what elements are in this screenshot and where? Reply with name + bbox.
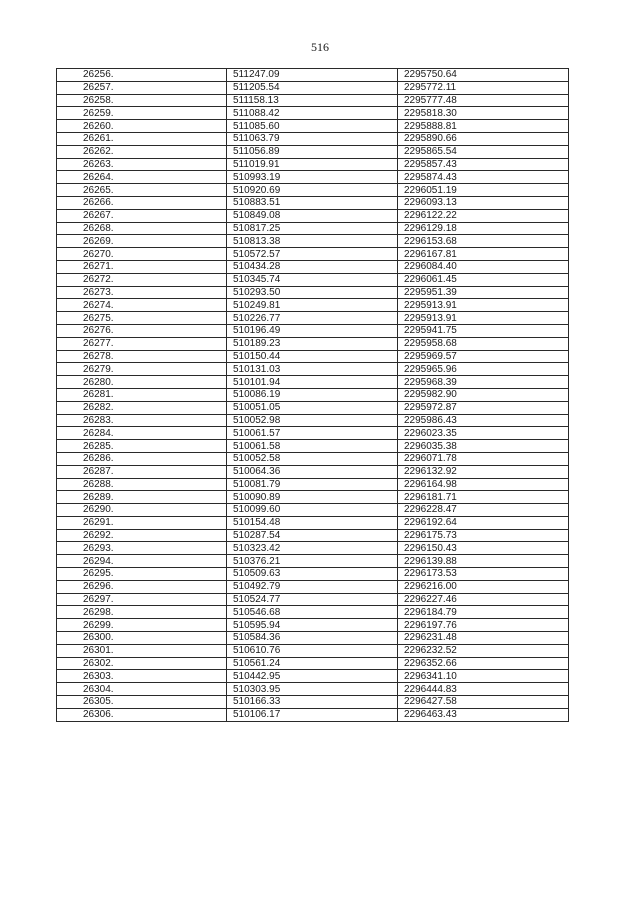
y-coordinate-cell: 2296341.10 <box>398 670 569 683</box>
x-coordinate-cell: 510099.60 <box>227 504 398 517</box>
table-row <box>57 273 569 286</box>
table-row <box>57 120 569 133</box>
y-coordinate-cell: 2295941.75 <box>398 324 569 337</box>
y-coordinate-cell: 2295982.90 <box>398 388 569 401</box>
table-row <box>57 94 569 107</box>
table-row <box>57 222 569 235</box>
x-coordinate-cell: 510106.17 <box>227 708 398 721</box>
y-coordinate-cell: 2295913.91 <box>398 299 569 312</box>
point-number-cell: 26270. <box>57 248 227 261</box>
table-row <box>57 209 569 222</box>
y-coordinate-cell: 2296181.71 <box>398 491 569 504</box>
table-row <box>57 132 569 145</box>
y-coordinate-cell: 2296164.98 <box>398 478 569 491</box>
x-coordinate-cell: 510154.48 <box>227 516 398 529</box>
y-coordinate-cell: 2296167.81 <box>398 248 569 261</box>
y-coordinate-cell: 2295968.39 <box>398 376 569 389</box>
point-number-cell: 26264. <box>57 171 227 184</box>
x-coordinate-cell: 510610.76 <box>227 644 398 657</box>
x-coordinate-cell: 510920.69 <box>227 184 398 197</box>
page-number: 516 <box>311 40 329 54</box>
coordinates-table-body <box>57 69 569 722</box>
x-coordinate-cell: 510052.98 <box>227 414 398 427</box>
x-coordinate-cell: 510303.95 <box>227 683 398 696</box>
point-number-cell: 26267. <box>57 209 227 222</box>
x-coordinate-cell: 510817.25 <box>227 222 398 235</box>
point-number-cell: 26306. <box>57 708 227 721</box>
y-coordinate-cell: 2296228.47 <box>398 504 569 517</box>
x-coordinate-cell: 510509.63 <box>227 568 398 581</box>
x-coordinate-cell: 510061.57 <box>227 427 398 440</box>
x-coordinate-cell: 511247.09 <box>227 69 398 82</box>
x-coordinate-cell: 510189.23 <box>227 337 398 350</box>
point-number-cell: 26282. <box>57 401 227 414</box>
point-number-cell: 26281. <box>57 388 227 401</box>
table-row <box>57 286 569 299</box>
y-coordinate-cell: 2296227.46 <box>398 593 569 606</box>
y-coordinate-cell: 2296122.22 <box>398 209 569 222</box>
table-row <box>57 696 569 709</box>
table-row <box>57 337 569 350</box>
table-row <box>57 593 569 606</box>
y-coordinate-cell: 2296427.58 <box>398 696 569 709</box>
point-number-cell: 26305. <box>57 696 227 709</box>
point-number-cell: 26280. <box>57 376 227 389</box>
table-row <box>57 427 569 440</box>
table-row <box>57 568 569 581</box>
y-coordinate-cell: 2295857.43 <box>398 158 569 171</box>
table-row <box>57 683 569 696</box>
table-row <box>57 376 569 389</box>
y-coordinate-cell: 2296129.18 <box>398 222 569 235</box>
y-coordinate-cell: 2296084.40 <box>398 260 569 273</box>
point-number-cell: 26303. <box>57 670 227 683</box>
x-coordinate-cell: 511056.89 <box>227 145 398 158</box>
y-coordinate-cell: 2295965.96 <box>398 363 569 376</box>
x-coordinate-cell: 510196.49 <box>227 324 398 337</box>
table-row <box>57 452 569 465</box>
x-coordinate-cell: 510849.08 <box>227 209 398 222</box>
y-coordinate-cell: 2295986.43 <box>398 414 569 427</box>
x-coordinate-cell: 510524.77 <box>227 593 398 606</box>
point-number-cell: 26302. <box>57 657 227 670</box>
point-number-cell: 26274. <box>57 299 227 312</box>
point-number-cell: 26261. <box>57 132 227 145</box>
point-number-cell: 26286. <box>57 452 227 465</box>
x-coordinate-cell: 511088.42 <box>227 107 398 120</box>
x-coordinate-cell: 510249.81 <box>227 299 398 312</box>
point-number-cell: 26292. <box>57 529 227 542</box>
table-row <box>57 158 569 171</box>
point-number-cell: 26284. <box>57 427 227 440</box>
x-coordinate-cell: 510051.05 <box>227 401 398 414</box>
table-row <box>57 465 569 478</box>
table-row <box>57 312 569 325</box>
x-coordinate-cell: 511158.13 <box>227 94 398 107</box>
x-coordinate-cell: 510345.74 <box>227 273 398 286</box>
point-number-cell: 26296. <box>57 580 227 593</box>
x-coordinate-cell: 511085.60 <box>227 120 398 133</box>
y-coordinate-cell: 2295818.30 <box>398 107 569 120</box>
point-number-cell: 26269. <box>57 235 227 248</box>
point-number-cell: 26278. <box>57 350 227 363</box>
x-coordinate-cell: 510101.94 <box>227 376 398 389</box>
point-number-cell: 26262. <box>57 145 227 158</box>
point-number-cell: 26263. <box>57 158 227 171</box>
y-coordinate-cell: 2296093.13 <box>398 196 569 209</box>
x-coordinate-cell: 510546.68 <box>227 606 398 619</box>
point-number-cell: 26298. <box>57 606 227 619</box>
x-coordinate-cell: 510064.36 <box>227 465 398 478</box>
table-row <box>57 196 569 209</box>
x-coordinate-cell: 510813.38 <box>227 235 398 248</box>
point-number-cell: 26301. <box>57 644 227 657</box>
x-coordinate-cell: 510595.94 <box>227 619 398 632</box>
point-number-cell: 26256. <box>57 69 227 82</box>
point-number-cell: 26285. <box>57 440 227 453</box>
table-row <box>57 248 569 261</box>
table-row <box>57 440 569 453</box>
point-number-cell: 26283. <box>57 414 227 427</box>
table-row <box>57 324 569 337</box>
table-row <box>57 606 569 619</box>
y-coordinate-cell: 2296173.53 <box>398 568 569 581</box>
x-coordinate-cell: 510492.79 <box>227 580 398 593</box>
point-number-cell: 26291. <box>57 516 227 529</box>
y-coordinate-cell: 2296035.38 <box>398 440 569 453</box>
table-row <box>57 516 569 529</box>
point-number-cell: 26272. <box>57 273 227 286</box>
y-coordinate-cell: 2296175.73 <box>398 529 569 542</box>
point-number-cell: 26299. <box>57 619 227 632</box>
table-row <box>57 504 569 517</box>
y-coordinate-cell: 2296352.66 <box>398 657 569 670</box>
point-number-cell: 26258. <box>57 94 227 107</box>
point-number-cell: 26287. <box>57 465 227 478</box>
y-coordinate-cell: 2296192.64 <box>398 516 569 529</box>
table-row <box>57 299 569 312</box>
point-number-cell: 26290. <box>57 504 227 517</box>
table-row <box>57 145 569 158</box>
x-coordinate-cell: 510052.58 <box>227 452 398 465</box>
y-coordinate-cell: 2296132.92 <box>398 465 569 478</box>
y-coordinate-cell: 2295913.91 <box>398 312 569 325</box>
y-coordinate-cell: 2295972.87 <box>398 401 569 414</box>
point-number-cell: 26275. <box>57 312 227 325</box>
y-coordinate-cell: 2296444.83 <box>398 683 569 696</box>
y-coordinate-cell: 2296216.00 <box>398 580 569 593</box>
x-coordinate-cell: 510993.19 <box>227 171 398 184</box>
point-number-cell: 26257. <box>57 81 227 94</box>
point-number-cell: 26271. <box>57 260 227 273</box>
x-coordinate-cell: 510226.77 <box>227 312 398 325</box>
x-coordinate-cell: 510086.19 <box>227 388 398 401</box>
y-coordinate-cell: 2295969.57 <box>398 350 569 363</box>
table-row <box>57 491 569 504</box>
x-coordinate-cell: 510090.89 <box>227 491 398 504</box>
y-coordinate-cell: 2296232.52 <box>398 644 569 657</box>
point-number-cell: 26260. <box>57 120 227 133</box>
x-coordinate-cell: 510442.95 <box>227 670 398 683</box>
point-number-cell: 26273. <box>57 286 227 299</box>
table-row <box>57 670 569 683</box>
y-coordinate-cell: 2295951.39 <box>398 286 569 299</box>
y-coordinate-cell: 2296139.88 <box>398 555 569 568</box>
y-coordinate-cell: 2296184.79 <box>398 606 569 619</box>
point-number-cell: 26277. <box>57 337 227 350</box>
table-row <box>57 632 569 645</box>
point-number-cell: 26288. <box>57 478 227 491</box>
point-number-cell: 26304. <box>57 683 227 696</box>
table-row <box>57 657 569 670</box>
x-coordinate-cell: 510572.57 <box>227 248 398 261</box>
table-row <box>57 644 569 657</box>
table-row <box>57 363 569 376</box>
x-coordinate-cell: 510166.33 <box>227 696 398 709</box>
point-number-cell: 26293. <box>57 542 227 555</box>
y-coordinate-cell: 2296463.43 <box>398 708 569 721</box>
point-number-cell: 26297. <box>57 593 227 606</box>
point-number-cell: 26268. <box>57 222 227 235</box>
table-row <box>57 350 569 363</box>
y-coordinate-cell: 2295874.43 <box>398 171 569 184</box>
table-row <box>57 388 569 401</box>
x-coordinate-cell: 511205.54 <box>227 81 398 94</box>
table-row <box>57 580 569 593</box>
table-row <box>57 235 569 248</box>
point-number-cell: 26294. <box>57 555 227 568</box>
point-number-cell: 26265. <box>57 184 227 197</box>
table-row <box>57 81 569 94</box>
x-coordinate-cell: 510434.28 <box>227 260 398 273</box>
table-row <box>57 708 569 721</box>
point-number-cell: 26289. <box>57 491 227 504</box>
x-coordinate-cell: 510293.50 <box>227 286 398 299</box>
y-coordinate-cell: 2295777.48 <box>398 94 569 107</box>
x-coordinate-cell: 510287.54 <box>227 529 398 542</box>
point-number-cell: 26300. <box>57 632 227 645</box>
table-row <box>57 542 569 555</box>
table-row <box>57 260 569 273</box>
y-coordinate-cell: 2296071.78 <box>398 452 569 465</box>
y-coordinate-cell: 2296153.68 <box>398 235 569 248</box>
table-row <box>57 107 569 120</box>
x-coordinate-cell: 510561.24 <box>227 657 398 670</box>
table-row <box>57 69 569 82</box>
point-number-cell: 26276. <box>57 324 227 337</box>
x-coordinate-cell: 510131.03 <box>227 363 398 376</box>
x-coordinate-cell: 510150.44 <box>227 350 398 363</box>
coordinates-table <box>56 68 569 722</box>
x-coordinate-cell: 510061.58 <box>227 440 398 453</box>
table-row <box>57 478 569 491</box>
x-coordinate-cell: 510883.51 <box>227 196 398 209</box>
x-coordinate-cell: 511019.91 <box>227 158 398 171</box>
table-row <box>57 184 569 197</box>
x-coordinate-cell: 511063.79 <box>227 132 398 145</box>
table-row <box>57 529 569 542</box>
point-number-cell: 26266. <box>57 196 227 209</box>
y-coordinate-cell: 2296051.19 <box>398 184 569 197</box>
point-number-cell: 26279. <box>57 363 227 376</box>
y-coordinate-cell: 2296231.48 <box>398 632 569 645</box>
y-coordinate-cell: 2296023.35 <box>398 427 569 440</box>
point-number-cell: 26295. <box>57 568 227 581</box>
x-coordinate-cell: 510081.79 <box>227 478 398 491</box>
y-coordinate-cell: 2295750.64 <box>398 69 569 82</box>
y-coordinate-cell: 2296197.76 <box>398 619 569 632</box>
x-coordinate-cell: 510323.42 <box>227 542 398 555</box>
point-number-cell: 26259. <box>57 107 227 120</box>
table-row <box>57 555 569 568</box>
y-coordinate-cell: 2296061.45 <box>398 273 569 286</box>
table-row <box>57 401 569 414</box>
y-coordinate-cell: 2295865.54 <box>398 145 569 158</box>
y-coordinate-cell: 2295888.81 <box>398 120 569 133</box>
x-coordinate-cell: 510584.36 <box>227 632 398 645</box>
table-row <box>57 414 569 427</box>
y-coordinate-cell: 2295890.66 <box>398 132 569 145</box>
y-coordinate-cell: 2295958.68 <box>398 337 569 350</box>
y-coordinate-cell: 2296150.43 <box>398 542 569 555</box>
table-row <box>57 171 569 184</box>
y-coordinate-cell: 2295772.11 <box>398 81 569 94</box>
table-row <box>57 619 569 632</box>
x-coordinate-cell: 510376.21 <box>227 555 398 568</box>
